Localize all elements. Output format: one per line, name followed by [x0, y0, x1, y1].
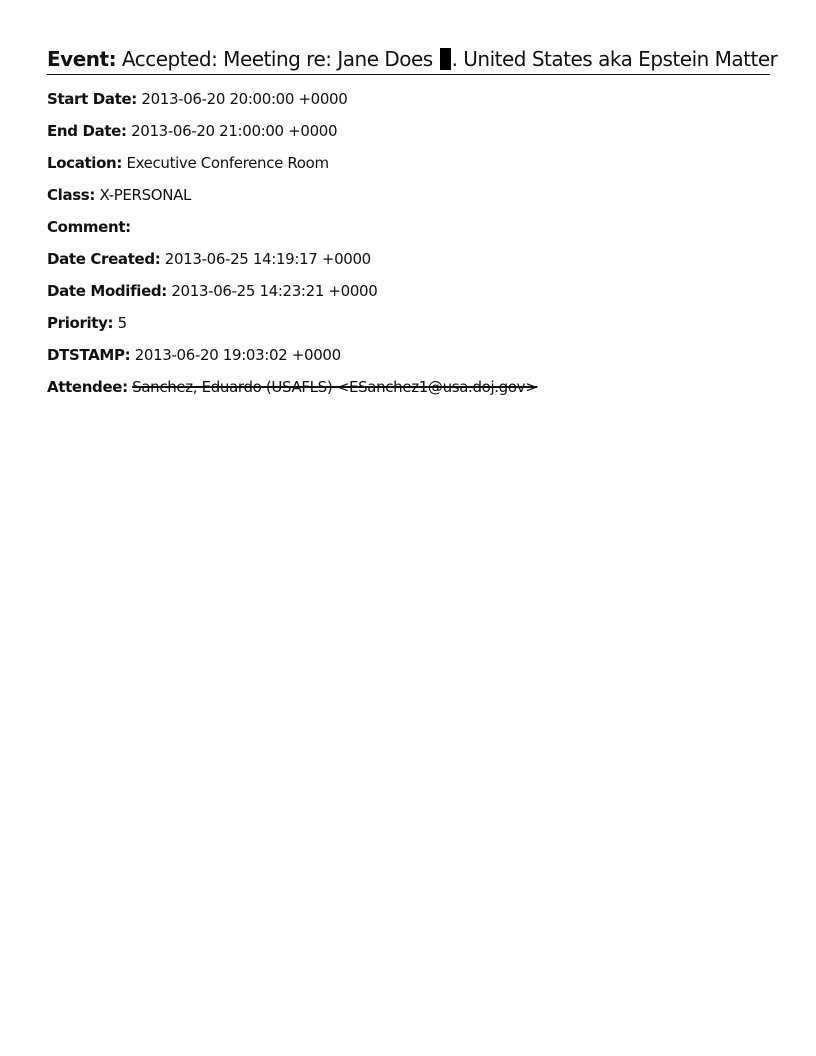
field-value: 2013-06-20 19:03:02 +0000	[134, 346, 341, 364]
field-label: End Date:	[47, 122, 127, 140]
date-modified-field	[47, 275, 770, 307]
end-date-field	[47, 115, 770, 147]
attendee-value-struck: Sanchez, Eduardo (USAFLS) <ESanchez1@usa.doj.gov>	[132, 378, 538, 396]
event-title-suffix: . United States aka Epstein Matter	[451, 47, 778, 71]
event-fields	[47, 83, 770, 403]
field-label: Comment:	[47, 218, 131, 236]
event-title-row	[47, 44, 778, 75]
field-value: 2013-06-20 20:00:00 +0000	[141, 90, 348, 108]
field-label: Location:	[47, 154, 123, 172]
field-label: Priority:	[47, 314, 114, 332]
date-created-field	[47, 243, 770, 275]
dtstamp-field	[47, 339, 770, 371]
redaction-block	[440, 48, 451, 70]
calendar-event-document	[47, 44, 778, 403]
field-label: Date Modified:	[47, 282, 167, 300]
field-label: DTSTAMP:	[47, 346, 131, 364]
event-title-text: Accepted: Meeting re: Jane Does	[121, 47, 433, 71]
field-label: Class:	[47, 186, 96, 204]
field-value: X-PERSONAL	[99, 186, 192, 204]
priority-field	[47, 307, 770, 339]
field-label: Attendee:	[47, 378, 128, 396]
field-value: 2013-06-25 14:23:21 +0000	[171, 282, 378, 300]
class-field	[47, 179, 770, 211]
start-date-field	[47, 83, 770, 115]
location-field	[47, 147, 770, 179]
field-value: 5	[117, 314, 127, 332]
event-label: Event:	[47, 47, 117, 71]
field-value: 2013-06-25 14:19:17 +0000	[164, 250, 371, 268]
attendee-field	[47, 371, 770, 403]
field-label: Date Created:	[47, 250, 161, 268]
field-value: 2013-06-20 21:00:00 +0000	[131, 122, 338, 140]
field-label: Start Date:	[47, 90, 137, 108]
field-value: Executive Conference Room	[126, 154, 329, 172]
comment-field	[47, 211, 770, 243]
